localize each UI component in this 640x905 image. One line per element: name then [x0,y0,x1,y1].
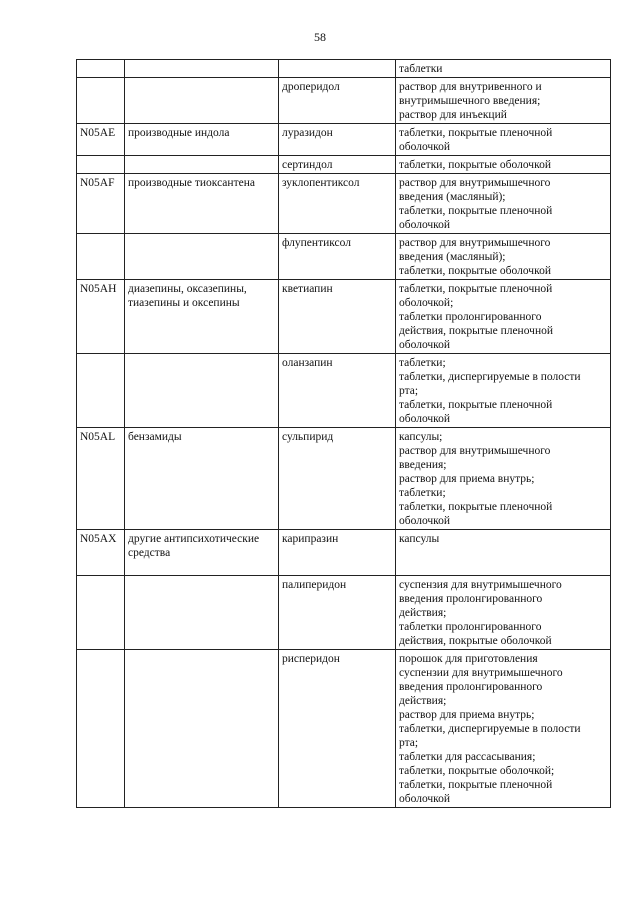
dosage-forms-cell [396,280,611,354]
group-name-cell [125,234,279,280]
dosage-form-line: рта; [399,737,419,749]
table-row [77,234,611,280]
dosage-form-line: суспензия для внутримышечного [399,579,562,591]
dosage-form-line: таблетки, покрытые пленочной [399,399,553,411]
dosage-form-line: введения (масляный); [399,191,506,203]
group-name-cell: производные индола [125,124,279,156]
dosage-forms-cell [396,156,611,174]
dosage-form-line: раствор для приема внутрь; [399,473,535,485]
dosage-form-line: таблетки [399,63,443,75]
dosage-forms-cell [396,576,611,650]
dosage-form-line: введения (масляный); [399,251,506,263]
group-name-cell: другие антипсихотические средства [125,530,279,576]
dosage-form-line: оболочкой [399,339,451,351]
group-name-cell [125,156,279,174]
drug-name-cell: луразидон [279,124,396,156]
table-row [77,280,611,354]
dosage-form-line: таблетки, покрытые пленочной [399,127,553,139]
drug-name-cell: сертиндол [279,156,396,174]
dosage-form-line: таблетки, покрытые пленочной [399,283,553,295]
page-number: 58 [314,30,326,44]
drug-name-cell: карипразин [279,530,396,576]
atc-code-cell [77,234,125,280]
atc-code-cell [77,354,125,428]
drug-name-cell: палиперидон [279,576,396,650]
drug-name-cell: кветиапин [279,280,396,354]
dosage-form-line: порошок для приготовления [399,653,538,665]
dosage-forms-cell [396,60,611,78]
dosage-form-line: раствор для внутривенного и [399,81,542,93]
dosage-form-line: внутримышечного введения; [399,95,541,107]
dosage-form-line: таблетки, диспергируемые в полости [399,371,581,383]
dosage-form-line: раствор для внутримышечного [399,237,551,249]
dosage-form-line: введения; [399,459,447,471]
group-name-cell [125,354,279,428]
atc-code-cell: N05AE [77,124,125,156]
dosage-forms-cell [396,354,611,428]
group-name-cell: производные тиоксантена [125,174,279,234]
group-name-cell: диазепины, оксазепины, тиазепины и оксепины [125,280,279,354]
dosage-form-line: оболочкой [399,515,451,527]
atc-code-cell: N05AL [77,428,125,530]
dosage-form-line: оболочкой [399,219,451,231]
table-row [77,428,611,530]
table-row [77,174,611,234]
dosage-form-line: оболочкой [399,141,451,153]
drug-name-cell: зуклопентиксол [279,174,396,234]
dosage-forms-cell [396,650,611,808]
group-name-cell [125,78,279,124]
table-row [77,60,611,78]
drug-name-cell [279,60,396,78]
dosage-form-line: оболочкой [399,793,451,805]
dosage-form-line: раствор для приема внутрь; [399,709,535,721]
dosage-forms-cell [396,174,611,234]
table-row [77,354,611,428]
table-row [77,78,611,124]
dosage-form-line: введения пролонгированного [399,681,543,693]
atc-code-cell [77,60,125,78]
dosage-form-line: раствор для внутримышечного [399,177,551,189]
dosage-form-line: оболочкой [399,413,451,425]
dosage-form-line: таблетки, покрытые пленочной [399,501,553,513]
dosage-forms-cell [396,234,611,280]
dosage-form-line: таблетки, покрытые оболочкой; [399,765,555,777]
dosage-form-line: таблетки для рассасывания; [399,751,536,763]
dosage-forms-cell [396,530,611,576]
dosage-form-line [399,546,607,560]
dosage-form-line: таблетки пролонгированного [399,621,542,633]
drug-name-cell: дроперидол [279,78,396,124]
table-row [77,576,611,650]
atc-code-cell: N05AF [77,174,125,234]
atc-code-cell [77,156,125,174]
dosage-form-line: капсулы; [399,431,443,443]
dosage-form-line: оболочкой; [399,297,454,309]
atc-code-cell [77,576,125,650]
atc-code-cell: N05AH [77,280,125,354]
drug-table [76,59,611,808]
dosage-form-line: таблетки, покрытые оболочкой [399,159,551,171]
table-row [77,156,611,174]
drug-name-cell: оланзапин [279,354,396,428]
dosage-form-line: действия, покрытые оболочкой [399,635,552,647]
dosage-form-line: таблетки; [399,487,446,499]
dosage-form-line: таблетки, диспергируемые в полости [399,723,581,735]
dosage-form-line: рта; [399,385,419,397]
table-row [77,530,611,576]
group-name-cell [125,60,279,78]
group-name-cell [125,650,279,808]
atc-code-cell [77,78,125,124]
dosage-form-line: действия; [399,695,447,707]
dosage-form-line: таблетки, покрытые пленочной [399,779,553,791]
dosage-forms-cell [396,78,611,124]
atc-code-cell [77,650,125,808]
dosage-form-line: таблетки, покрытые пленочной [399,205,553,217]
dosage-form-line: введения пролонгированного [399,593,543,605]
drug-name-cell: рисперидон [279,650,396,808]
drug-name-cell: флупентиксол [279,234,396,280]
drug-name-cell: сульпирид [279,428,396,530]
dosage-forms-cell [396,428,611,530]
table-row [77,650,611,808]
dosage-form-line: таблетки, покрытые оболочкой [399,265,551,277]
dosage-form-line: раствор для инъекций [399,109,507,121]
dosage-form-line: раствор для внутримышечного [399,445,551,457]
table-row [77,124,611,156]
dosage-form-line: таблетки пролонгированного [399,311,542,323]
group-name-cell: бензамиды [125,428,279,530]
atc-code-cell: N05AX [77,530,125,576]
group-name-cell [125,576,279,650]
dosage-form-line: капсулы [399,533,440,545]
dosage-forms-cell [396,124,611,156]
dosage-form-line: действия, покрытые пленочной [399,325,554,337]
dosage-form-line: суспензии для внутримышечного [399,667,563,679]
dosage-form-line: таблетки; [399,357,446,369]
dosage-form-line [399,560,607,574]
dosage-form-line: действия; [399,607,447,619]
